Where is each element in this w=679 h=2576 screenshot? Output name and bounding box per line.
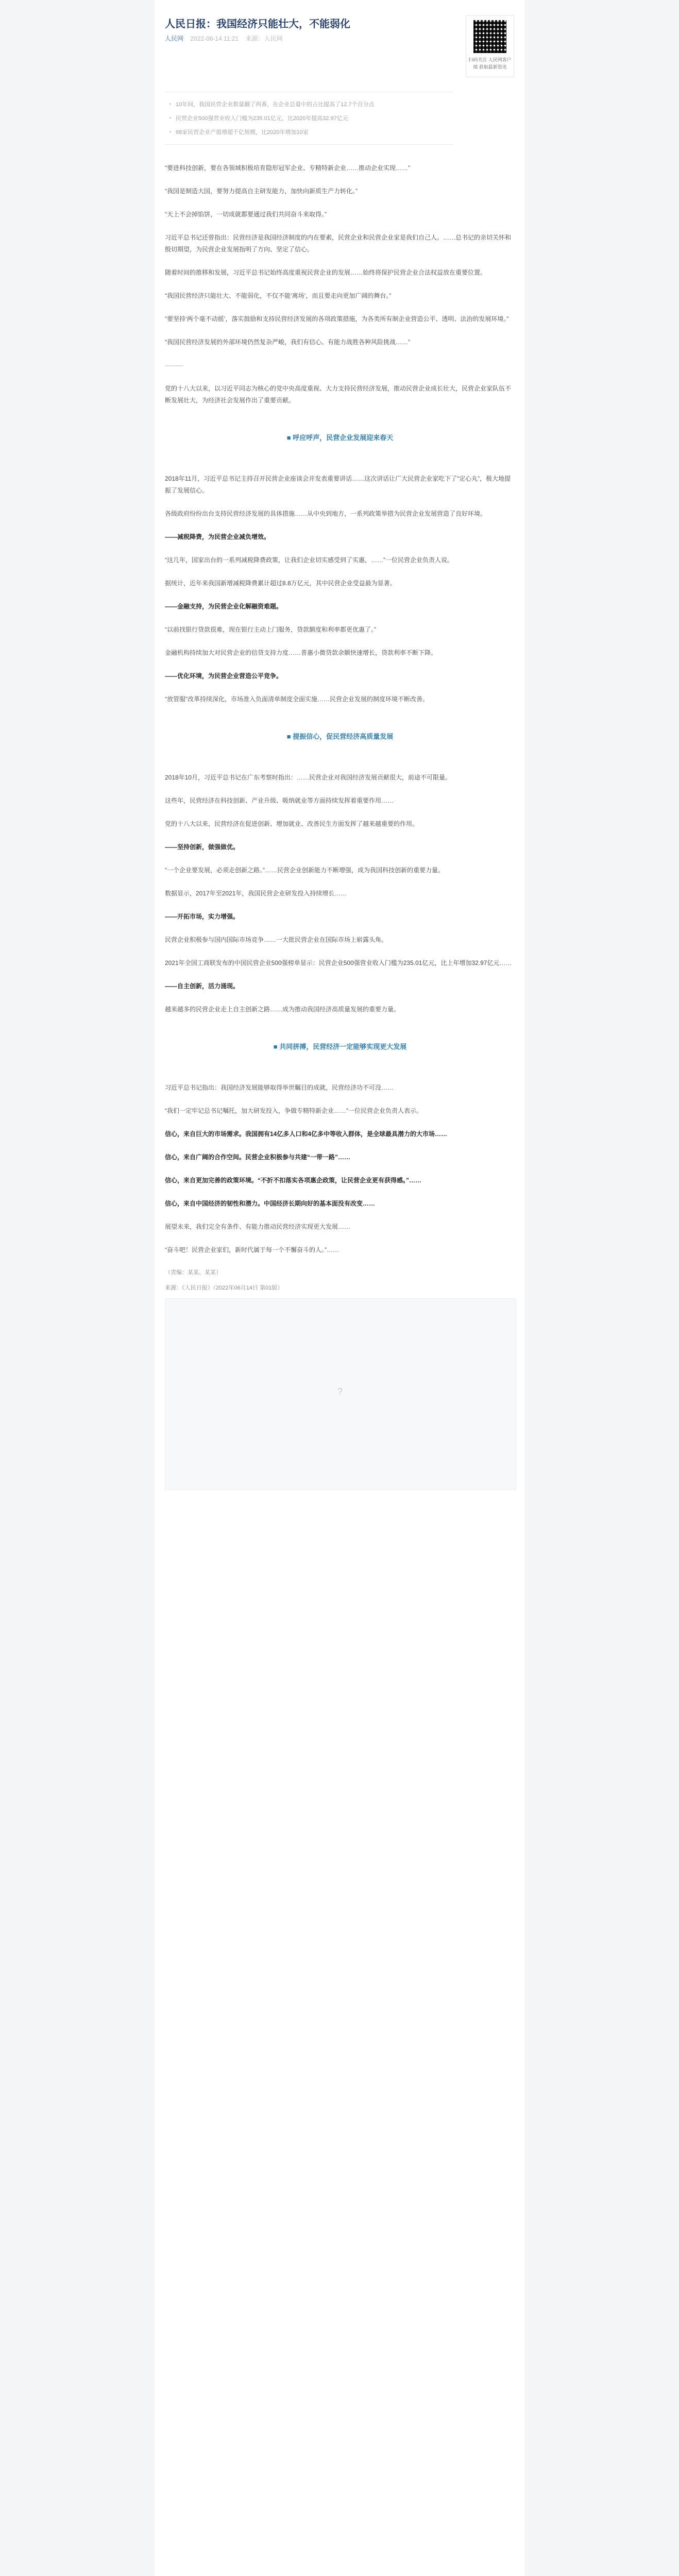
paragraph: “要进科技创新，要在各领域积极培育隐形冠军企业、专精特新企业……推动企业实现……” xyxy=(165,164,410,172)
subheading: ——优化环境，为民营企业营造公平竞争。 xyxy=(165,672,283,680)
paragraph: 数据显示，2017年至2021年，我国民营企业研发投入持续增长…… xyxy=(165,890,347,897)
paragraph: “天上不会掉馅饼，一切成就都要通过我们共同奋斗来取得。” xyxy=(165,211,327,218)
section-heading: ■ 提振信心，促民营经济高质量发展 xyxy=(286,733,394,740)
summary-item: ● 民营企业500强营业收入门槛为235.01亿元，比2020年提高32.97亿元 xyxy=(169,111,453,125)
paragraph: 这些年，民营经济在科技创新、产业升级、吸纳就业等方面持续发挥着重要作用…… xyxy=(165,797,394,804)
paragraph: 2018年10月，习近平总书记在广东考察时指出：……民营企业对我国经济发展贡献很大，前途不可限量。 xyxy=(165,774,452,781)
paragraph: 民营企业积极参与国内国际市场竞争……一大批民营企业在国际市场上崭露头角。 xyxy=(165,936,388,943)
paragraph: 2021年全国工商联发布的中国民营企业500强榜单显示：民营企业500强营业收入门槛为235.01亿元，比上年增加32.97亿元…… xyxy=(165,959,512,967)
image-placeholder-icon: ? xyxy=(337,1386,343,1397)
paragraph: “一个企业要发展，必须走创新之路。”……民营企业创新能力不断增强，成为我国科技创新的重要力量。 xyxy=(165,867,444,874)
subheading: 信心，来自中国经济的韧性和潜力。中国经济长期向好的基本面没有改变…… xyxy=(165,1200,376,1207)
section-heading: ■ 共同拼搏，民营经济一定能够实现更大发展 xyxy=(273,1043,407,1050)
article-author: 来源：人民网 xyxy=(245,35,283,42)
paragraph: 党的十八大以来，民营经济在促进创新、增加就业、改善民生方面发挥了越来越重要的作用。 xyxy=(165,820,419,827)
subheading: 信心，来自广阔的合作空间。民营企业积极参与共建“一带一路”…… xyxy=(165,1154,351,1161)
paragraph: “这几年，国家出台的一系列减税降费政策，让我们企业切实感受到了实惠，……”一位民营企业负责人说。 xyxy=(165,556,453,564)
qr-caption: 扫码关注 人民网客户端 获取最新资讯 xyxy=(468,57,512,70)
summary-item: ● 98家民营企业产值增超千亿规模，比2020年增加10家 xyxy=(169,125,453,139)
summary-box xyxy=(165,92,453,145)
paragraph: 习近平总书记指出：我国经济发展能够取得举世瞩目的成就，民营经济功不可没…… xyxy=(165,1084,394,1091)
paragraph: “以前找银行贷款很难，现在银行主动上门服务，贷款额度和利率都更优惠了。” xyxy=(165,626,376,633)
paragraph: 越来越多的民营企业走上自主创新之路……成为推动我国经济高质量发展的重要力量。 xyxy=(165,1006,400,1013)
paragraph: “我国是制造大国，要努力提高自主研发能力，加快向新质生产力转化。” xyxy=(165,188,358,195)
paragraph: ——— xyxy=(165,362,183,369)
editor-line: （责编：某某、某某） xyxy=(165,1269,222,1276)
origin-line: 来源：《人民日报》（2022年06月14日 第01版） xyxy=(165,1285,283,1291)
paragraph: 各级政府纷纷出台支持民营经济发展的具体措施……从中央到地方，一系列政策举措为民营企业发展营造了良好环境。 xyxy=(165,510,487,517)
summary-item: ● 10年间，我国民营企业数量翻了两番，在企业总量中的占比提高了12.7个百分点 xyxy=(169,97,453,111)
qr-code-icon xyxy=(473,20,506,53)
section-heading: ■ 呼应呼声，民营企业发展迎来春天 xyxy=(286,434,394,442)
paragraph: 据统计，近年来我国新增减税降费累计超过8.8万亿元，其中民营企业受益最为显著。 xyxy=(165,580,396,587)
publish-date: 2022-06-14 11:21 xyxy=(190,35,239,42)
paragraph: 随着时间的推移和发展，习近平总书记始终高度重视民营企业的发展……始终将保护民营企业合法权益放在重要位置。 xyxy=(165,269,487,276)
qr-card xyxy=(466,15,514,77)
article-image xyxy=(165,1298,516,1490)
paragraph: “我国民营经济只能壮大、不能弱化，不仅不能‘离场’，而且要走向更加广阔的舞台。” xyxy=(165,292,392,299)
article-title: 人民日报：我国经济只能壮大，不能弱化 xyxy=(165,19,350,30)
paragraph: 党的十八大以来，以习近平同志为核心的党中央高度重视、大力支持民营经济发展，推动民营企业成长壮大，民营企业家队伍不断发展壮大，为经济社会发展作出了重要贡献。 xyxy=(165,385,512,404)
subheading: ——自主创新，活力涌现。 xyxy=(165,982,240,990)
paragraph: “我们一定牢记总书记嘱托，加大研发投入，争做专精特新企业……”一位民营企业负责人表示。 xyxy=(165,1107,422,1114)
paragraph: 展望未来，我们完全有条件、有能力推动民营经济实现更大发展…… xyxy=(165,1223,351,1230)
article-page xyxy=(155,0,524,2576)
subheading: ——金融支持，为民营企业化解融资难题。 xyxy=(165,603,283,610)
paragraph: 2018年11月，习近平总书记主持召开民营企业座谈会并发表重要讲话……这次讲话让广大民营企业家吃下了“定心丸”，极大地提振了发展信心。 xyxy=(165,475,511,494)
paragraph: “奋斗吧！民营企业家们，新时代属于每一个不懈奋斗的人。”…… xyxy=(165,1246,339,1253)
paragraph: 金融机构持续加大对民营企业的信贷支持力度……普惠小微贷款余额快速增长，贷款利率不断下降。 xyxy=(165,649,437,656)
subheading: 信心，来自巨大的市场需求。我国拥有14亿多人口和4亿多中等收入群体，是全球最具潜力的大市场…… xyxy=(165,1130,448,1138)
source-link[interactable]: 人民网 xyxy=(165,35,184,42)
paragraph: “放管服”改革持续深化，市场准入负面清单制度全面实施……民营企业发展的制度环境不断改善。 xyxy=(165,696,429,703)
subheading: 信心，来自更加完善的政策环境。“不折不扣落实各项惠企政策，让民营企业更有获得感。”…… xyxy=(165,1177,422,1184)
article-meta xyxy=(165,34,283,43)
subheading: ——开拓市场，实力增强。 xyxy=(165,913,240,920)
paragraph: “要坚持‘两个毫不动摇’，落实鼓励和支持民营经济发展的各项政策措施，为各类所有制企业营造公平、透明、法治的发展环境。” xyxy=(165,315,509,323)
subheading: ——减税降费，为民营企业减负增效。 xyxy=(165,533,270,540)
subheading: ——坚持创新，做强做优。 xyxy=(165,843,240,851)
paragraph: 习近平总书记还曾指出：民营经济是我国经济制度的内在要素，民营企业和民营企业家是我们自己人。……总书记的亲切关怀和殷切期望，为民营企业发展指明了方向、坚定了信心。 xyxy=(165,234,512,253)
paragraph: “我国民营经济发展的外部环境仍然复杂严峻，我们有信心、有能力战胜各种风险挑战……” xyxy=(165,338,410,346)
article-body xyxy=(165,162,515,1490)
